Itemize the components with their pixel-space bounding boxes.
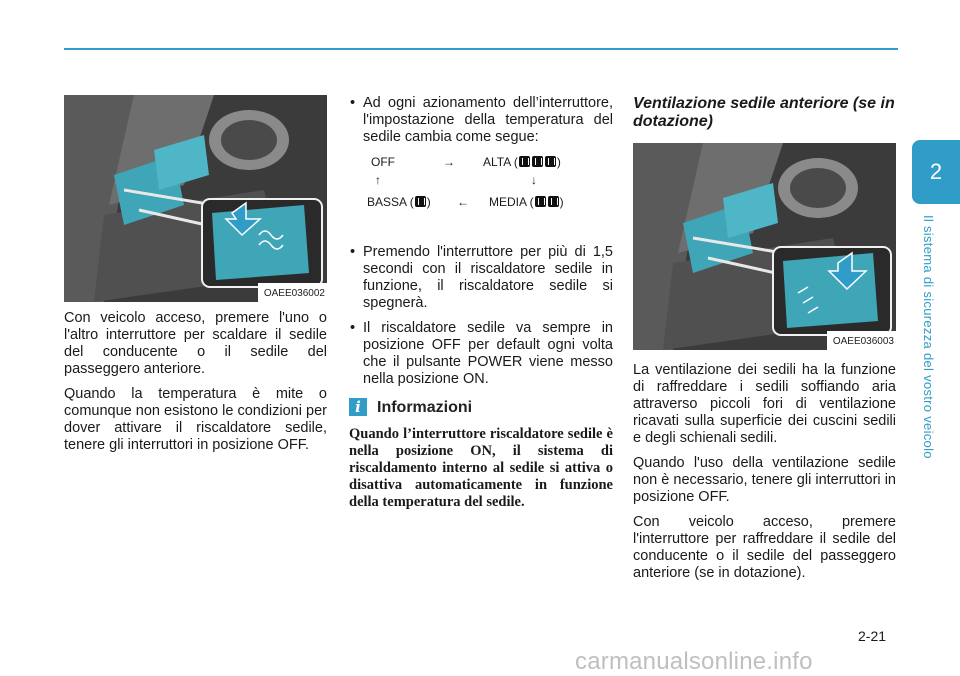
header-rule [64,48,898,50]
watermark: carmanualsonline.info [575,648,813,675]
cycle-off: OFF [371,155,395,169]
seat-heat-icon [415,196,426,207]
left-column [64,95,327,454]
section-title: Ventilazione sedile anteriore (se in dotazione) [633,95,895,130]
paragraph: Quando la temperatura è mite o comunque non esistono le condizioni per dover attivare il riscaldatore sedile, tenere gli interruttori in posizione OFF. [64,386,327,453]
cycle-arrow-left: ← [457,195,469,209]
bullet-item: • Premendo l'interruttore per più di 1,5 secondi con il riscaldatore sedile in funzione, il riscaldatore sedile si spegnerà. [349,244,613,312]
console-illustration [64,95,327,302]
seat-heat-icon [532,156,543,167]
photo-caption: OAEE036002 [258,283,327,302]
cycle-arrow-up: ↑ [375,173,381,187]
info-icon: i [349,398,367,416]
bullet-item: • Ad ogni azionamento dell’interruttore, l'impostazione della temperatura del sedile cambia come segue: [349,95,613,146]
paragraph: La ventilazione dei sedili ha la funzione di raffreddare i sedili soffiando aria attraverso piccoli fori di ventilazione ricavati sulla superficie dei cuscini sedili e degli schienali sedili. [633,362,896,446]
cycle-bassa: BASSA ( ) [367,195,431,209]
info-header [349,398,613,416]
chapter-tab [912,140,960,204]
bullet-item: • Il riscaldatore sedile va sempre in posizione OFF per default ogni volta che il pulsante POWER viene messo nella posizione ON. [349,320,613,388]
right-column [633,95,896,582]
photo-caption: OAEE036003 [827,331,896,350]
seat-heat-icon [535,196,546,207]
seat-ventilation-switch-photo [633,143,896,350]
paragraph: Con veicolo acceso, premere l'uno o l'altro interruttore per scaldare il sedile del conducente o il sedile del passeggero anteriore. [64,310,327,377]
seat-heater-switch-photo [64,95,327,302]
seat-heat-icon [519,156,530,167]
chapter-title: Il sistema di sicurezza del vostro veicolo [921,215,936,459]
info-text: Quando l’interruttore riscaldatore sedile è nella posizione ON, il sistema di riscaldamento interno al sedile si attiva o disattiva automaticamente in funzione della temperatura del sedile. [349,426,613,510]
cycle-arrow-down: ↓ [531,173,537,187]
cycle-media: MEDIA ( ) [489,195,564,209]
chapter-number: 2 [929,159,943,184]
bullet-list [349,95,613,146]
cycle-arrow-right: → [443,155,455,169]
middle-column [349,95,613,511]
seat-heat-icon [548,196,559,207]
bullet-list [349,244,613,388]
heat-level-cycle-diagram [349,154,613,234]
cycle-alta: ALTA ( ) [483,155,561,169]
console-illustration [633,143,896,350]
info-title: Informazioni [377,398,473,416]
page-number: 2-21 [858,628,887,644]
seat-heat-icon [545,156,556,167]
paragraph: Con veicolo acceso, premere l'interruttore per raffreddare il sedile del conducente o il sedile del passeggero anteriore (se in dotazione). [633,514,896,581]
paragraph: Quando l'uso della ventilazione sedile non è necessario, tenere gli interruttori in posizione OFF. [633,455,896,505]
